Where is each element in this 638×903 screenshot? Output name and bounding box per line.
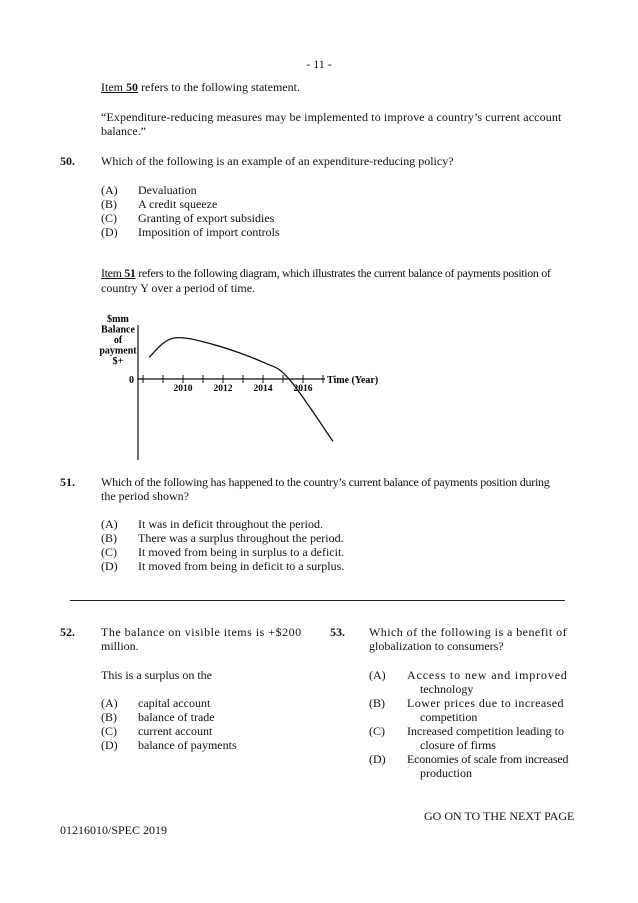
statement-line-2: balance.” bbox=[101, 124, 146, 138]
item51-intro-line-1: Item 51 refers to the following diagram, which illustrates the current balance of payments position of bbox=[101, 266, 551, 280]
x-tick-labels bbox=[174, 384, 313, 394]
option-letter: (A) bbox=[101, 183, 118, 197]
option-text-continued: technology bbox=[420, 682, 474, 696]
option-text: It was in deficit throughout the period. bbox=[138, 517, 323, 531]
option-text: A credit squeeze bbox=[138, 197, 218, 211]
origin-label: 0 bbox=[129, 375, 134, 386]
option-text: balance of trade bbox=[138, 710, 215, 724]
y-axis-label-line: $+ bbox=[112, 356, 124, 367]
option-text: capital account bbox=[138, 696, 211, 710]
x-axis-label: Time (Year) bbox=[327, 375, 379, 386]
option-text: It moved from being in surplus to a deficit. bbox=[138, 545, 345, 559]
question-number-52: 52. bbox=[60, 625, 75, 639]
question-52-line-2: million. bbox=[101, 639, 139, 653]
option-letter: (D) bbox=[101, 559, 118, 573]
option-text: Economies of scale from increased bbox=[407, 752, 569, 766]
question-53-line-1: Which of the following is a benefit of bbox=[369, 625, 568, 639]
option-text: Devaluation bbox=[138, 183, 197, 197]
option-text-continued: closure of firms bbox=[420, 738, 496, 752]
item51-intro-line-2: country Y over a period of time. bbox=[101, 281, 256, 295]
next-page-note: GO ON TO THE NEXT PAGE bbox=[424, 809, 575, 823]
option-text-continued: competition bbox=[420, 710, 478, 724]
option-text: Granting of export subsidies bbox=[138, 211, 275, 225]
page-number: - 11 - bbox=[306, 57, 332, 71]
option-letter: (A) bbox=[369, 668, 386, 682]
y-axis-label bbox=[99, 314, 137, 367]
option-letter: (D) bbox=[101, 225, 118, 239]
option-text: It moved from being in deficit to a surplus. bbox=[138, 559, 345, 573]
x-tick-label: 2014 bbox=[253, 384, 273, 394]
option-text: balance of payments bbox=[138, 738, 237, 752]
x-tick-label: 2010 bbox=[173, 384, 193, 394]
question-52-line-1: The balance on visible items is +$200 bbox=[101, 625, 302, 639]
item50-intro: Item 50 refers to the following statement. bbox=[101, 80, 300, 94]
question-number-53: 53. bbox=[330, 625, 345, 639]
question-52-lead: This is a surplus on the bbox=[101, 668, 212, 682]
option-text: Lower prices due to increased bbox=[407, 696, 564, 710]
option-letter: (C) bbox=[101, 724, 117, 738]
question-53-line-2: globalization to consumers? bbox=[369, 639, 504, 653]
option-text: current account bbox=[138, 724, 213, 738]
question-51-line-1: Which of the following has happened to the country’s current balance of payments position during bbox=[101, 475, 550, 489]
item-label: Item 51 bbox=[101, 266, 136, 280]
option-letter: (C) bbox=[101, 545, 117, 559]
option-letter: (C) bbox=[101, 211, 117, 225]
y-axis-label-line: $mm bbox=[107, 314, 129, 325]
paper-code: 01216010/SPEC 2019 bbox=[60, 823, 168, 837]
item-label: Item 50 bbox=[101, 80, 138, 94]
question-number-50: 50. bbox=[60, 154, 75, 168]
option-letter: (D) bbox=[101, 738, 118, 752]
y-axis-label-line: Balance bbox=[101, 324, 135, 336]
x-tick-label: 2012 bbox=[213, 384, 233, 394]
option-letter: (B) bbox=[101, 197, 117, 211]
option-letter: (C) bbox=[369, 724, 385, 738]
option-letter: (A) bbox=[101, 517, 118, 531]
option-text-continued: production bbox=[420, 766, 472, 780]
section-divider bbox=[70, 600, 565, 601]
option-letter: (B) bbox=[101, 531, 117, 545]
question-number-51: 51. bbox=[60, 475, 75, 489]
y-axis-label-line: of bbox=[113, 335, 123, 346]
y-axis-label-line: payment bbox=[99, 345, 137, 357]
option-letter: (D) bbox=[369, 752, 386, 766]
option-text: There was a surplus throughout the period. bbox=[138, 531, 344, 545]
option-text: Increased competition leading to bbox=[407, 724, 564, 738]
option-letter: (B) bbox=[101, 710, 117, 724]
question-50-text: Which of the following is an example of an expenditure-reducing policy? bbox=[101, 154, 454, 168]
option-text: Imposition of import controls bbox=[138, 225, 280, 239]
option-text: Access to new and improved bbox=[407, 668, 568, 682]
statement-line-1: “Expenditure-reducing measures may be implemented to improve a country’s current account bbox=[101, 110, 562, 124]
question-51-line-2: the period shown? bbox=[101, 489, 189, 503]
x-tick-label: 2016 bbox=[293, 384, 313, 394]
option-letter: (B) bbox=[369, 696, 385, 710]
option-letter: (A) bbox=[101, 696, 118, 710]
balance-of-payments-diagram bbox=[90, 305, 390, 465]
